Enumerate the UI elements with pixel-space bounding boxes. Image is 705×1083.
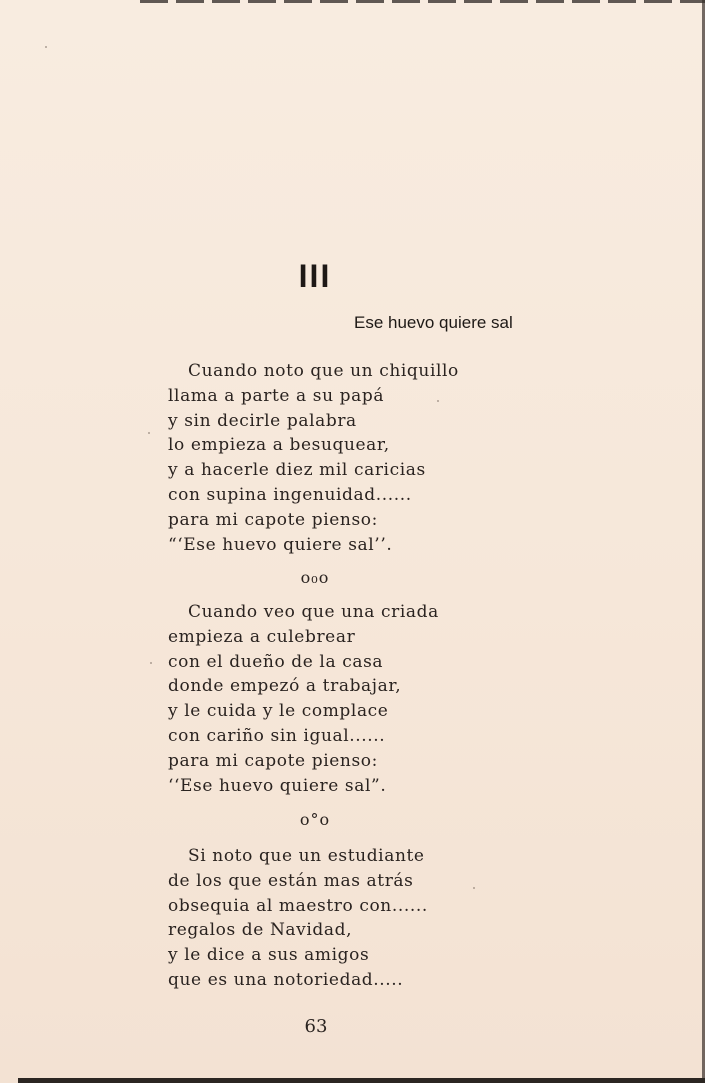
poem-line: con supina ingenuidad...... bbox=[168, 484, 412, 505]
poem-line: para mi capote pienso: bbox=[168, 750, 378, 771]
stanza-divider: o°o bbox=[299, 810, 331, 829]
poem-line: empieza a culebrear bbox=[168, 626, 356, 647]
page-bottom-edge bbox=[18, 1078, 705, 1083]
paper-speck bbox=[150, 662, 152, 664]
poem-line: y le cuida y le complace bbox=[168, 701, 389, 722]
section-numeral: III bbox=[298, 258, 332, 294]
paper-speck bbox=[148, 432, 150, 434]
poem-line: con cariño sin igual...... bbox=[168, 725, 386, 746]
paper-speck bbox=[45, 46, 47, 48]
poem-line: para mi capote pienso: bbox=[168, 509, 378, 530]
stanza-3 bbox=[168, 844, 428, 993]
page-number: 63 bbox=[304, 1016, 328, 1037]
poem-line: que es una notoriedad..... bbox=[168, 969, 404, 990]
poem-line: regalos de Navidad, bbox=[168, 920, 353, 941]
poem-line: “‘Ese huevo quiere sal’’. bbox=[168, 534, 393, 555]
poem-line: lo empieza a besuquear, bbox=[168, 435, 390, 456]
poem-line: y a hacerle diez mil caricias bbox=[168, 460, 426, 481]
poem-line: donde empezó a trabajar, bbox=[168, 676, 402, 697]
stanza-2 bbox=[168, 600, 439, 798]
poem-line: de los que están mas atrás bbox=[168, 870, 414, 891]
paper-speck bbox=[473, 887, 475, 889]
poem-line: y sin decirle palabra bbox=[168, 410, 357, 431]
poem-line: llama a parte a su papá bbox=[168, 385, 385, 406]
poem-line: obsequia al maestro con...... bbox=[168, 895, 428, 916]
poem-line: Si noto que un estudiante bbox=[188, 846, 425, 866]
stanza-1 bbox=[168, 359, 459, 557]
poem-line: con el dueño de la casa bbox=[168, 651, 384, 672]
poem-line: ‘‘Ese huevo quiere sal”. bbox=[168, 775, 387, 796]
poem-line: Cuando veo que una criada bbox=[188, 602, 439, 622]
poem-subtitle: Ese huevo quiere sal bbox=[354, 313, 513, 332]
page-top-edge bbox=[140, 0, 705, 3]
poem-line: Cuando noto que un chiquillo bbox=[188, 361, 459, 381]
poem-line: y le dice a sus amigos bbox=[168, 945, 370, 966]
stanza-divider: o₀o bbox=[300, 568, 330, 587]
